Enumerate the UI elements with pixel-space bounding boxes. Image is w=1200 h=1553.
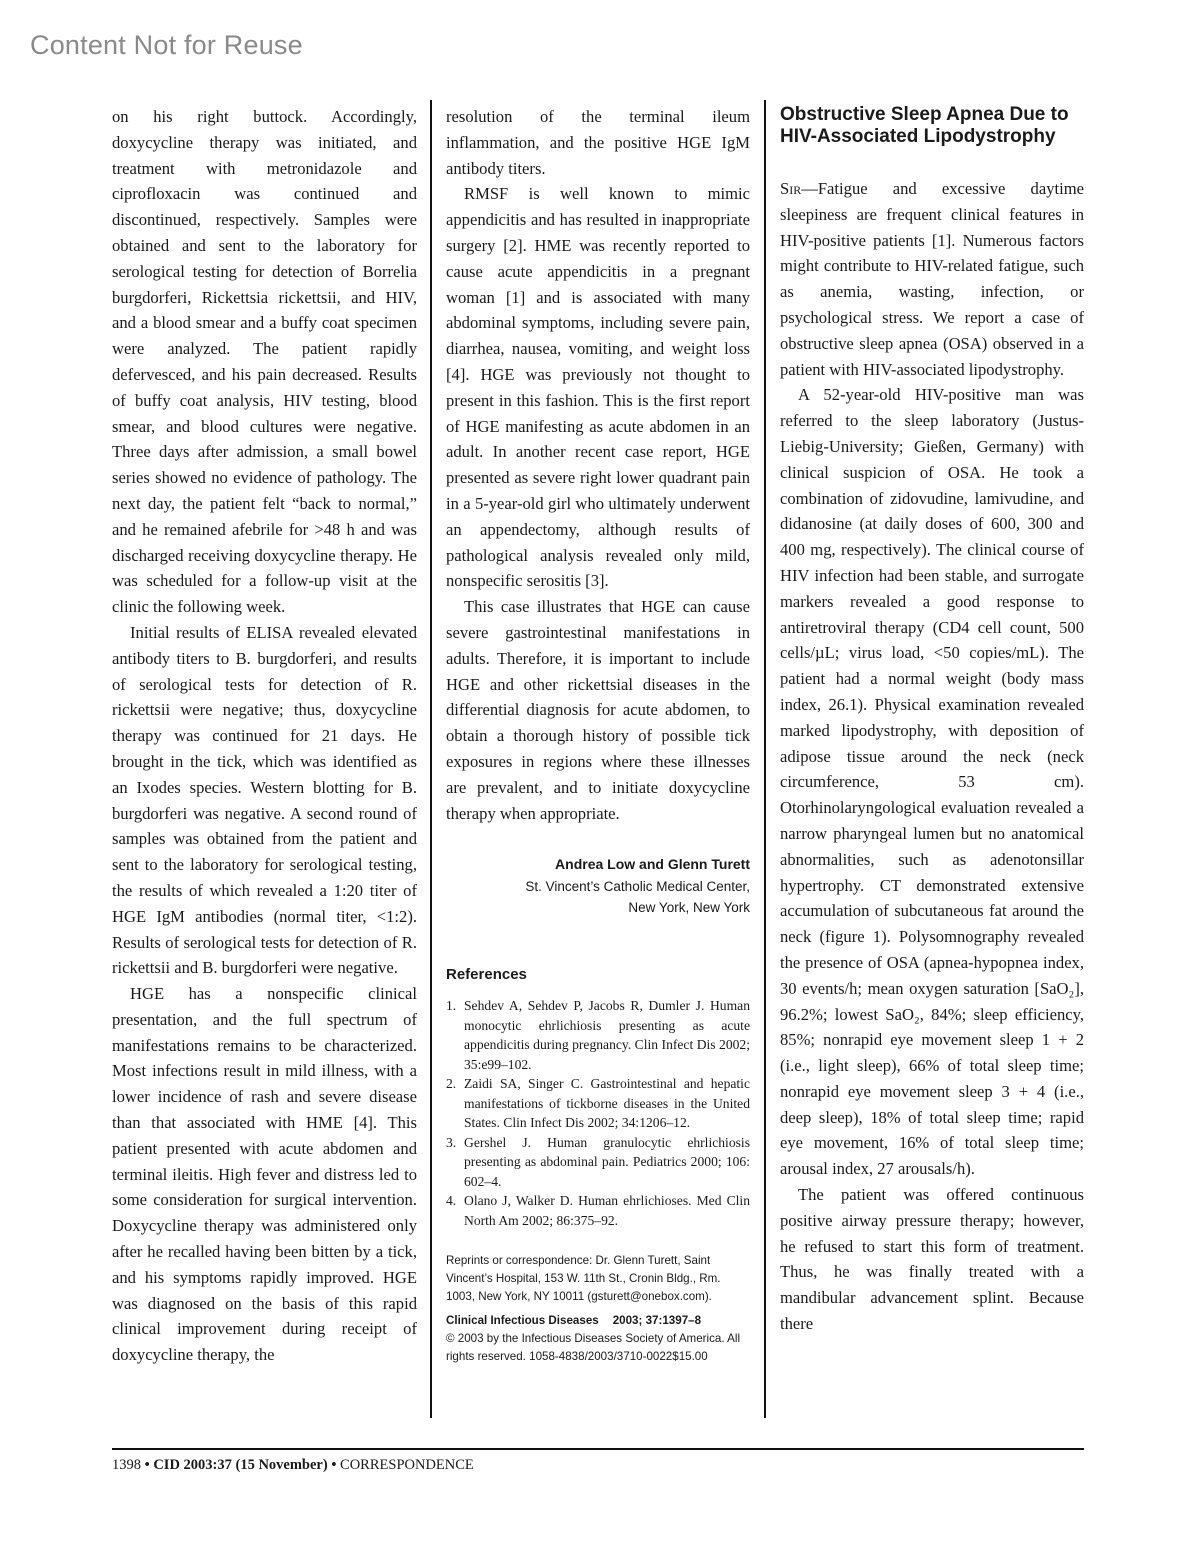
watermark: Content Not for Reuse [30,30,303,60]
body-text: —Fatigue and excessive daytime sleepiness are frequent clinical features in HIV-positive patients [1]. Numerous factors might contribute to HIV-related fatigue, such as anemia, wasting, infection, or psychological stress. We report a case of obstructive sleep apnea (OSA) observed in a patient with HIV-associated lipodystrophy. [780,179,1084,379]
reference-text: Zaidi SA, Singer C. Gastrointestinal and hepatic manifestations of tickborne diseases in the United States. Clin Infect Dis 2002; 34:1206–12. [464,1076,750,1131]
article-title: Obstructive Sleep Apnea Due to HIV-Associated Lipodystrophy [780,104,1069,147]
page-number: 1398 [112,1457,141,1473]
body-paragraph: The patient was offered continuous positive airway pressure therapy; however, he refused to start this form of treatment. Thus, he was finally treated with a mandibular advancement splint. Because there [780,1185,1084,1334]
separator: • [144,1457,150,1473]
column-rule-right [764,100,766,1418]
salutation: Sir [780,179,802,198]
column-left [112,104,417,1368]
references-heading: References [446,966,527,984]
journal-issue: CID 2003:37 (15 November) [153,1457,328,1473]
reference-item [446,1074,750,1133]
journal-name: Clinical Infectious Diseases [446,1314,599,1328]
reference-number: 4. [446,1193,457,1209]
journal-cite: 2003; 37:1397–8 [612,1314,702,1328]
body-paragraph: HGE has a nonspecific clinical presentation, and the full spectrum of manifestations remains to be characterized. Most infections result in mild illness, with a lower incidence of rash and severe disease than that associated with HME [4]. This patient presented with acute abdomen and terminal ileitis. High fever and distress led to some consideration for surgical intervention. Doxycycline therapy was administered only after he recalled having been bitten by a tick, and his symptoms rapidly improved. HGE was diagnosed on the basis of this rapid clinical improvement during receipt of doxycycline therapy, the [112,984,417,1365]
reference-number: 3. [446,1134,457,1150]
reference-text: Sehdev A, Sehdev P, Jacobs R, Dumler J. Human monocytic ehrlichiosis presenting as acute appendicitis during pregnancy. Clin Infect Dis 2002; 35:e99–102. [464,998,750,1072]
affiliation-line: St. Vincent’s Catholic Medical Center, [525,879,750,895]
body-paragraph: resolution of the terminal ileum inflammation, and the positive HGE IgM antibody titers. [446,107,750,178]
page-footer [112,1457,474,1474]
signature-block [446,852,750,918]
reference-item [446,1133,750,1192]
reference-item [446,1191,750,1230]
body-paragraph: This case illustrates that HGE can cause severe gastrointestinal manifestations in adults. Therefore, it is important to include HGE and other rickettsial diseases in the differential diagnosis for acute abdomen, to obtain a thorough history of possible tick exposures in regions where these illnesses are prevalent, and to initiate doxycycline therapy when appropriate. [446,597,750,823]
affiliation-line: New York, New York [628,900,750,916]
reference-item [446,996,750,1074]
body-paragraph: on his right buttock. Accordingly, doxycycline therapy was initiated, and treatment with metronidazole and ciprofloxacin was continued and discontinued, respectively. Samples were obtained and sent to the laboratory for serological testing for detection of Borrelia burgdorferi, Rickettsia rickettsii, and HIV, and a blood smear and a buffy coat specimen were analyzed. The patient rapidly defervesced, and his pain decreased. Results of buffy coat analysis, HIV testing, blood smear, and blood cultures were negative. Three days after admission, a small bowel series showed no evidence of pathology. The next day, the patient felt “back to normal,” and he remained afebrile for >48 h and was discharged receiving doxycycline therapy. He was scheduled for a follow-up visit at the clinic the following week. [112,107,417,617]
reprints-note: Reprints or correspondence: Dr. Glenn Turett, Saint Vincent’s Hospital, 153 W. 11th St., Cronin Bldg., Rm. 1003, New York, NY 10011 (gsturett@onebox.com). [446,1254,721,1304]
copyright-line: © 2003 by the Infectious Diseases Society of America. All rights reserved. 1058-4838/2003/3710-0022$15.00 [446,1332,741,1364]
reference-text: Olano J, Walker D. Human ehrlichioses. Med Clin North Am 2002; 86:375–92. [464,1193,750,1228]
author-names: Andrea Low and Glenn Turett [555,856,750,873]
body-paragraph [780,176,1084,382]
reference-number: 1. [446,998,457,1014]
reference-text: Gershel J. Human granulocytic ehrlichiosis presenting as abdominal pain. Pediatrics 2000; 106: 602–4. [464,1134,750,1189]
body-paragraph: RMSF is well known to mimic appendicitis and has resulted in inappropriate surgery [2]. HME was recently reported to cause acute appendicitis in a pregnant woman [1] and is associated with many abdominal symptoms, including severe pain, diarrhea, nausea, vomiting, and weight loss [4]. HGE was previously not thought to present in this fashion. This is the first report of HGE manifesting as acute abdomen in an adult. In another recent case report, HGE presented as severe right lower quadrant pain in a 5-year-old girl who ultimately underwent an appendectomy, although results of pathological analysis revealed only mild, nonspecific serositis [3]. [446,184,750,591]
reference-number: 2. [446,1076,457,1092]
column-right [780,104,1084,1337]
column-middle [446,104,750,1366]
journal-citation [446,1312,750,1366]
separator: • [331,1457,337,1473]
body-paragraph: A 52-year-old HIV-positive man was referred to the sleep laboratory (Justus-Liebig-University; Gießen, Germany) with clinical suspicion of OSA. He took a combination of zidovudine, lamivudine, and didanosine (at daily doses of 600, 300 and 400 mg, respectively). The clinical course of HIV infection had been stable, and surrogate markers revealed a good response to antiretroviral therapy (CD4 cell count, 500 cells/µL; virus load, <50 copies/mL). The patient had a normal weight (body mass index, 26.1). Physical examination revealed marked lipodystrophy, with deposition of adipose tissue around the neck (neck circumference, 53 cm). Otorhinolaryngological evaluation revealed a narrow pharyngeal lumen but no anatomical abnormalities, such as adenotonsillar hypertrophy. CT demonstrated extensive accumulation of subcutaneous fat around the neck (figure 1). Polysomnography revealed the presence of OSA (apnea-hypopnea index, 30 events/h; mean oxygen saturation [SaO₂], 96.2%; lowest SaO₂, 84%; sleep efficiency, 85%; nonrapid eye movement sleep 1 + 2 (i.e., light sleep), 66% of total sleep time; nonrapid eye movement sleep 3 + 4 (i.e., deep sleep), 18% of total sleep time; rapid eye movement, 16% of total sleep time; arousal index, 27 arousals/h). [780,385,1084,1179]
body-paragraph: Initial results of ELISA revealed elevated antibody titers to B. burgdorferi, and results of serological tests for detection of R. rickettsii were negative; thus, doxycycline therapy was continued for 21 days. He brought in the tick, which was identified as an Ixodes species. Western blotting for B. burgdorferi was negative. A second round of samples was obtained from the patient and sent to the laboratory for serological testing, the results of which revealed a 1:20 titer of HGE IgM antibodies (normal titer, <1:2). Results of serological tests for detection of R. rickettsii and B. burgdorferi were negative. [112,622,417,978]
column-rule-left [430,100,432,1418]
footer-rule [112,1448,1084,1450]
section-name: CORRESPONDENCE [340,1457,474,1473]
reference-list [446,996,750,1230]
